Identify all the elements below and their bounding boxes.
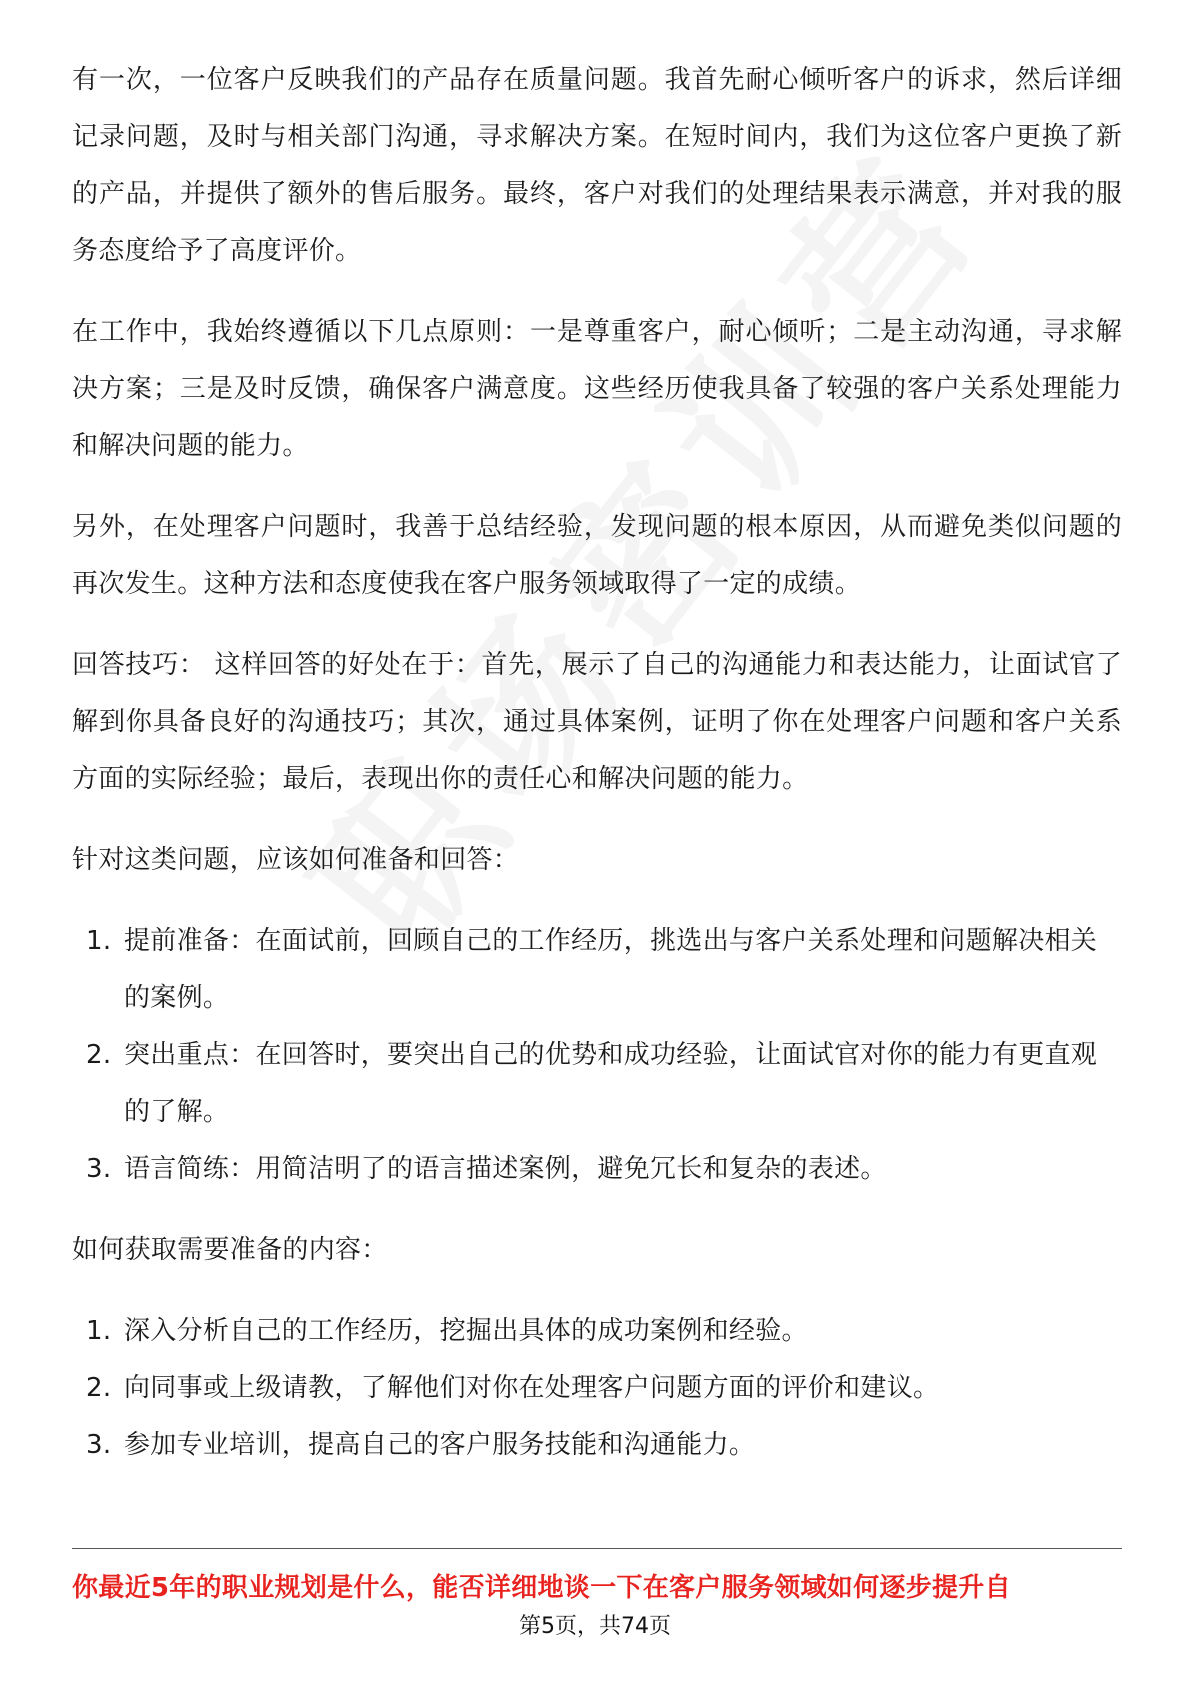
page-number: 第5页，共74页 [519,1614,671,1639]
list-item [72,1417,1122,1474]
list-item [72,1360,1122,1417]
list-number: 1. [86,926,112,956]
list-number: 1. [86,1316,112,1346]
next-question-heading: 你最近5年的职业规划是什么，能否详细地谈一下在客户服务领域如何逐步提升自 [72,1573,1011,1603]
list-item-text: 参加专业培训，提高自己的客户服务技能和沟通能力。 [124,1430,756,1460]
page-content [72,52,1122,1498]
list-item-text: 向同事或上级请教，了解他们对你在处理客户问题方面的评价和建议。 [124,1373,940,1403]
paragraph-customer-case: 有一次，一位客户反映我们的产品存在质量问题。我首先耐心倾听客户的诉求，然后详细记录问题，及时与相关部门沟通，寻求解决方案。在短时间内，我们为这位客户更换了新的产品，并提供了额外的售后服务。最终，客户对我们的处理结果表示满意，并对我的服务态度给予了高度评价。 [72,65,1122,266]
list-number: 3. [86,1430,112,1460]
prepare-heading: 针对这类问题，应该如何准备和回答： [72,845,520,875]
list-number: 3. [86,1154,112,1184]
list-item [72,1303,1122,1360]
list-item [72,1141,1122,1198]
list-number: 2. [86,1040,112,1070]
list-item-text: 提前准备：在面试前，回顾自己的工作经历，挑选出与客户关系处理和问题解决相关的案例。 [124,926,1098,1013]
paragraph-principles: 在工作中，我始终遵循以下几点原则：一是尊重客户，耐心倾听；二是主动沟通，寻求解决方案；三是及时反馈，确保客户满意度。这些经历使我具备了较强的客户关系处理能力和解决问题的能力。 [72,317,1122,461]
paragraph-answer-tips: 回答技巧： 这样回答的好处在于：首先，展示了自己的沟通能力和表达能力，让面试官了解到你具备良好的沟通技巧；其次，通过具体案例，证明了你在处理客户问题和客户关系方面的实际经验；最后，表现出你的责任心和解决问题的能力。 [72,650,1122,794]
obtain-list [72,1303,1122,1474]
prepare-list [72,913,1122,1198]
paragraph-summary: 另外，在处理客户问题时，我善于总结经验，发现问题的根本原因，从而避免类似问题的再次发生。这种方法和态度使我在客户服务领域取得了一定的成绩。 [72,512,1122,599]
obtain-heading: 如何获取需要准备的内容： [72,1235,388,1265]
list-item-text: 突出重点：在回答时，要突出自己的优势和成功经验，让面试官对你的能力有更直观的了解。 [124,1040,1098,1127]
list-item-text: 语言简练：用简洁明了的语言描述案例，避免冗长和复杂的表述。 [124,1154,887,1184]
footer-divider [72,1548,1122,1549]
list-number: 2. [86,1373,112,1403]
list-item [72,913,1122,1027]
list-item [72,1027,1122,1141]
list-item-text: 深入分析自己的工作经历，挖掘出具体的成功案例和经验。 [124,1316,808,1346]
